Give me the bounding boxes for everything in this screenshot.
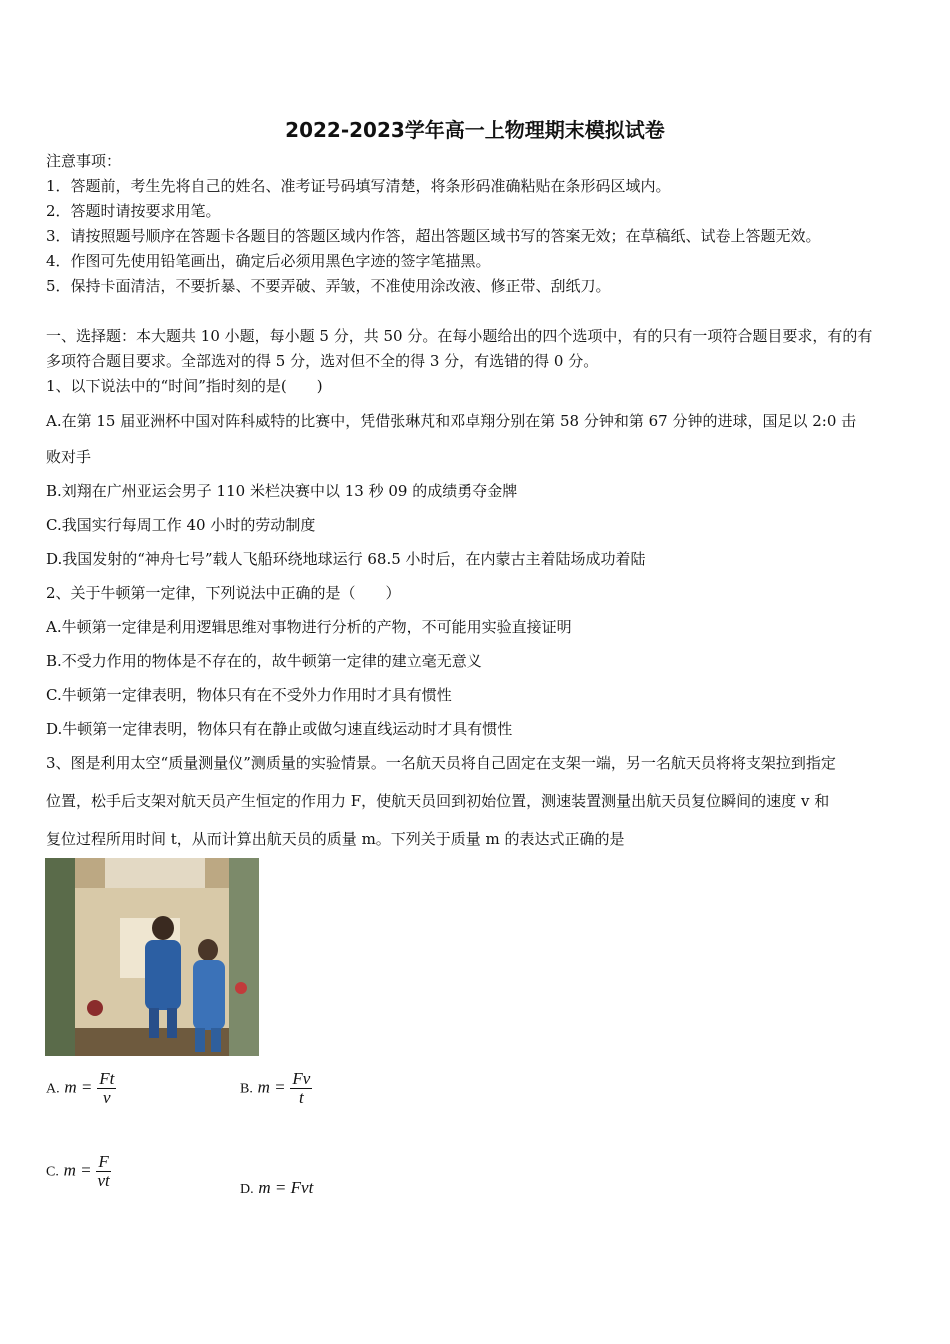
- q2-stem: 2、关于牛顿第一定律，下列说法中正确的是（ ）: [46, 584, 401, 602]
- notice-item: 5．保持卡面清洁，不要折暴、不要弄破、弄皱，不准使用涂改液、修正带、刮纸刀。: [46, 277, 611, 295]
- option-label: B.: [240, 1081, 253, 1097]
- option-label: D.: [240, 1182, 254, 1197]
- notice-item: 1．答题前，考生先将自己的姓名、准考证号码填写清楚，将条形码准确粘贴在条形码区域内。: [46, 177, 671, 195]
- denominator: t: [299, 1088, 304, 1107]
- q3-stem-line2: 位置，松手后支架对航天员产生恒定的作用力 F，使航天员回到初始位置，测速装置测量出航天员复位瞬间的速度 v 和: [46, 792, 830, 810]
- q2-option-b: B.不受力作用的物体是不存在的，故牛顿第一定律的建立毫无意义: [46, 652, 482, 670]
- q2-option-a: A.牛顿第一定律是利用逻辑思维对事物进行分析的产物，不可能用实验直接证明: [46, 618, 572, 636]
- section-heading-cont: 多项符合题目要求。全部选对的得 5 分，选对但不全的得 3 分，有选错的得 0 分。: [46, 352, 599, 370]
- astronauts-illustration: [45, 858, 259, 1056]
- fraction: [97, 1070, 116, 1107]
- option-label: C.: [46, 1164, 59, 1180]
- fraction: [290, 1070, 312, 1107]
- q1-option-a-cont: 败对手: [46, 448, 92, 466]
- q1-option-c: C.我国实行每周工作 40 小时的劳动制度: [46, 516, 316, 534]
- q3-option-c: [46, 1153, 111, 1190]
- denominator: vt: [97, 1171, 110, 1190]
- notice-item: 2．答题时请按要求用笔。: [46, 202, 221, 220]
- fraction: [96, 1153, 110, 1190]
- section-heading: 一、选择题：本大题共 10 小题，每小题 5 分，共 50 分。在每小题给出的四个选项中，有的只有一项符合题目要求，有的有: [46, 327, 873, 345]
- numerator: F: [98, 1152, 109, 1171]
- denominator: v: [102, 1088, 111, 1107]
- q1-option-d: D.我国发射的“神舟七号”载人飞船环绕地球运行 68.5 小时后，在内蒙古主着陆场成功着陆: [46, 550, 646, 568]
- space-station-photo: [45, 858, 259, 1056]
- q3-option-d: [240, 1178, 313, 1198]
- formula-lhs: m =: [63, 1160, 92, 1180]
- numerator: Ft: [99, 1069, 115, 1088]
- formula-lhs: m =: [257, 1077, 286, 1097]
- formula-lhs: m =: [64, 1077, 93, 1097]
- notice-heading: 注意事项：: [46, 152, 122, 170]
- notice-item: 4．作图可先使用铅笔画出，确定后必须用黑色字迹的签字笔描黑。: [46, 252, 491, 270]
- notice-item: 3．请按照题号顺序在答题卡各题目的答题区域内作答，超出答题区域书写的答案无效；在草稿纸、试卷上答题无效。: [46, 227, 821, 245]
- q3-stem-line1: 3、图是利用太空“质量测量仪”测质量的实验情景。一名航天员将自己固定在支架一端，另一名航天员将将支架拉到指定: [46, 754, 836, 772]
- q1-stem: 1、以下说法中的“时间”指时刻的是( ): [46, 377, 323, 395]
- page-title: 2022-2023学年高一上物理期末模拟试卷: [285, 118, 665, 142]
- q2-option-d: D.牛顿第一定律表明，物体只有在静止或做匀速直线运动时才具有惯性: [46, 720, 513, 738]
- q2-option-c: C.牛顿第一定律表明，物体只有在不受外力作用时才具有惯性: [46, 686, 452, 704]
- numerator: Fv: [292, 1069, 311, 1088]
- q3-option-a: [46, 1070, 116, 1107]
- q3-option-b: [240, 1070, 312, 1107]
- q1-option-b: B.刘翔在广州亚运会男子 110 米栏决赛中以 13 秒 09 的成绩勇夺金牌: [46, 482, 518, 500]
- formula: m = Fvt: [258, 1178, 314, 1197]
- option-label: A.: [46, 1081, 60, 1097]
- q1-option-a: A.在第 15 届亚洲杯中国对阵科威特的比赛中，凭借张琳芃和邓卓翔分别在第 58 分钟和第 67 分钟的进球，国足以 2:0 击: [46, 412, 857, 430]
- q3-stem-line3: 复位过程所用时间 t，从而计算出航天员的质量 m。下列关于质量 m 的表达式正确的是: [46, 830, 625, 848]
